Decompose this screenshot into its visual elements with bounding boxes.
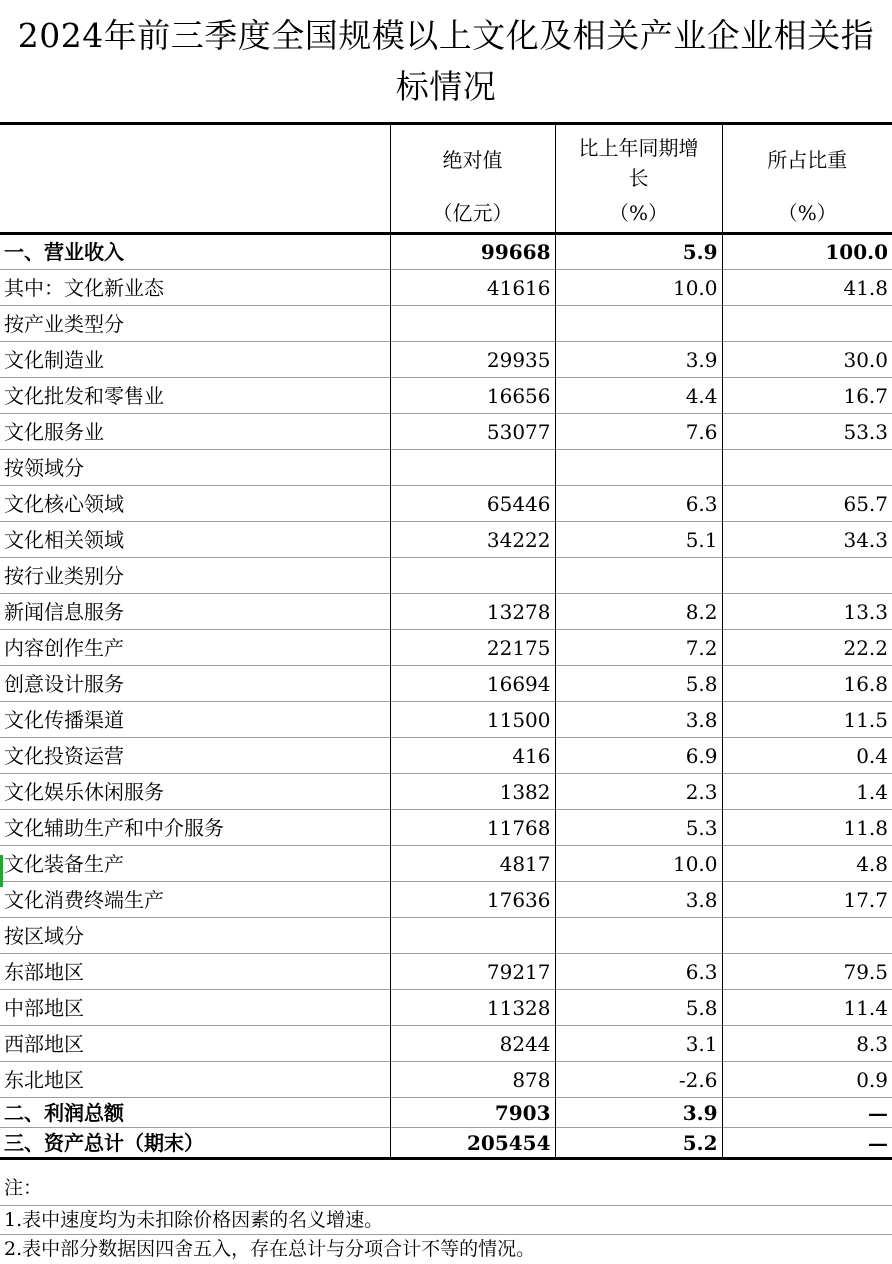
row-value: 205454	[390, 1128, 555, 1159]
row-growth: 5.2	[555, 1128, 722, 1159]
row-value: 34222	[390, 522, 555, 558]
row-label: 按区域分	[0, 918, 390, 954]
table-title: 2024年前三季度全国规模以上文化及相关产业企业相关指标情况	[17, 16, 875, 106]
header-growth-label: 比上年同期增长	[578, 136, 699, 190]
row-growth: 5.8	[555, 990, 722, 1026]
table-row	[0, 234, 892, 270]
row-share: 0.4	[722, 738, 892, 774]
table-row	[0, 918, 892, 954]
row-growth: 6.3	[555, 486, 722, 522]
row-value: 53077	[390, 414, 555, 450]
row-growth: 3.1	[555, 1026, 722, 1062]
row-share: 34.3	[722, 522, 892, 558]
row-share	[722, 918, 892, 954]
row-share: 0.9	[722, 1062, 892, 1098]
row-share	[722, 450, 892, 486]
table-title-block	[0, 0, 892, 122]
note-1: 1.表中速度均为未扣除价格因素的名义增速。	[0, 1205, 892, 1234]
row-share: 100.0	[722, 234, 892, 270]
row-label: 东北地区	[0, 1062, 390, 1098]
row-value: 16694	[390, 666, 555, 702]
row-growth	[555, 450, 722, 486]
row-label: 西部地区	[0, 1026, 390, 1062]
header-share-cell	[722, 124, 892, 234]
row-growth: -2.6	[555, 1062, 722, 1098]
table-row	[0, 1062, 892, 1098]
row-value: 79217	[390, 954, 555, 990]
row-share: 17.7	[722, 882, 892, 918]
header-share-label: 所占比重	[767, 148, 848, 172]
row-growth: 6.9	[555, 738, 722, 774]
row-share	[722, 306, 892, 342]
row-label: 文化装备生产	[0, 846, 390, 882]
row-value	[390, 306, 555, 342]
notes-label: 注：	[4, 1177, 43, 1199]
row-value	[390, 918, 555, 954]
table-row	[0, 810, 892, 846]
table-row	[0, 882, 892, 918]
row-growth: 3.9	[555, 1098, 722, 1128]
row-label: 二、利润总额	[0, 1098, 390, 1128]
table-row	[0, 486, 892, 522]
table-row	[0, 990, 892, 1026]
row-share: 79.5	[722, 954, 892, 990]
row-label: 创意设计服务	[0, 666, 390, 702]
header-growth-unit: （%）	[608, 201, 668, 225]
row-share: 16.7	[722, 378, 892, 414]
row-label: 按领域分	[0, 450, 390, 486]
table-row	[0, 702, 892, 738]
row-share: 30.0	[722, 342, 892, 378]
row-value: 11500	[390, 702, 555, 738]
header-growth-cell	[555, 124, 722, 234]
row-label: 东部地区	[0, 954, 390, 990]
table-row	[0, 594, 892, 630]
row-label: 文化批发和零售业	[0, 378, 390, 414]
row-growth: 6.3	[555, 954, 722, 990]
row-share: 1.4	[722, 774, 892, 810]
row-label: 文化辅助生产和中介服务	[0, 810, 390, 846]
row-label: 其中：文化新业态	[0, 270, 390, 306]
row-label: 文化娱乐休闲服务	[0, 774, 390, 810]
row-share: 11.5	[722, 702, 892, 738]
table-row	[0, 450, 892, 486]
row-growth: 2.3	[555, 774, 722, 810]
row-value: 11768	[390, 810, 555, 846]
row-share: 41.8	[722, 270, 892, 306]
row-share: 11.8	[722, 810, 892, 846]
row-label: 按行业类别分	[0, 558, 390, 594]
row-growth: 8.2	[555, 594, 722, 630]
table-row	[0, 558, 892, 594]
row-share: 4.8	[722, 846, 892, 882]
row-growth: 4.4	[555, 378, 722, 414]
row-value: 29935	[390, 342, 555, 378]
table-row	[0, 522, 892, 558]
row-share: 65.7	[722, 486, 892, 522]
row-growth: 10.0	[555, 846, 722, 882]
table-row	[0, 954, 892, 990]
row-value: 11328	[390, 990, 555, 1026]
row-growth: 3.9	[555, 342, 722, 378]
row-label: 文化投资运营	[0, 738, 390, 774]
row-value: 4817	[390, 846, 555, 882]
row-growth: 5.3	[555, 810, 722, 846]
row-value: 8244	[390, 1026, 555, 1062]
row-value: 878	[390, 1062, 555, 1098]
row-selection-marker	[0, 855, 3, 887]
table-row	[0, 270, 892, 306]
table-row	[0, 666, 892, 702]
table-row	[0, 846, 892, 882]
header-share-unit: （%）	[777, 201, 837, 225]
table-row	[0, 1128, 892, 1159]
row-label: 文化相关领域	[0, 522, 390, 558]
row-share: 22.2	[722, 630, 892, 666]
row-label: 内容创作生产	[0, 630, 390, 666]
header-blank-cell	[0, 124, 390, 234]
row-label: 一、营业收入	[0, 234, 390, 270]
row-growth: 5.8	[555, 666, 722, 702]
row-growth	[555, 558, 722, 594]
table-row	[0, 1026, 892, 1062]
row-label: 文化消费终端生产	[0, 882, 390, 918]
table-row	[0, 378, 892, 414]
table-row	[0, 738, 892, 774]
table-row	[0, 342, 892, 378]
header-value-label: 绝对值	[442, 148, 503, 172]
row-growth: 10.0	[555, 270, 722, 306]
row-share	[722, 558, 892, 594]
row-value	[390, 450, 555, 486]
row-growth: 3.8	[555, 882, 722, 918]
row-growth	[555, 918, 722, 954]
row-label: 文化服务业	[0, 414, 390, 450]
row-value	[390, 558, 555, 594]
table-row	[0, 306, 892, 342]
row-growth: 5.9	[555, 234, 722, 270]
header-row	[0, 124, 892, 234]
note-2: 2.表中部分数据因四舍五入，存在总计与分项合计不等的情况。	[0, 1234, 892, 1264]
row-label: 文化传播渠道	[0, 702, 390, 738]
table-row	[0, 774, 892, 810]
row-label: 文化核心领域	[0, 486, 390, 522]
row-value: 13278	[390, 594, 555, 630]
row-value: 17636	[390, 882, 555, 918]
row-label: 按产业类型分	[0, 306, 390, 342]
row-growth: 5.1	[555, 522, 722, 558]
row-value: 65446	[390, 486, 555, 522]
header-value-unit: （亿元）	[432, 201, 513, 225]
row-growth: 3.8	[555, 702, 722, 738]
row-value: 16656	[390, 378, 555, 414]
row-share: —	[722, 1098, 892, 1128]
indicator-table	[0, 122, 892, 1160]
row-share: —	[722, 1128, 892, 1159]
row-value: 99668	[390, 234, 555, 270]
row-growth: 7.2	[555, 630, 722, 666]
row-growth: 7.6	[555, 414, 722, 450]
table-row	[0, 1098, 892, 1128]
header-value-cell	[390, 124, 555, 234]
row-label: 文化制造业	[0, 342, 390, 378]
row-share: 53.3	[722, 414, 892, 450]
row-value: 22175	[390, 630, 555, 666]
table-row	[0, 630, 892, 666]
row-label: 三、资产总计（期末）	[0, 1128, 390, 1159]
row-share: 11.4	[722, 990, 892, 1026]
row-share: 8.3	[722, 1026, 892, 1062]
row-label: 新闻信息服务	[0, 594, 390, 630]
row-value: 1382	[390, 774, 555, 810]
row-value: 7903	[390, 1098, 555, 1128]
row-share: 16.8	[722, 666, 892, 702]
row-value: 41616	[390, 270, 555, 306]
row-value: 416	[390, 738, 555, 774]
row-growth	[555, 306, 722, 342]
row-share: 13.3	[722, 594, 892, 630]
row-label: 中部地区	[0, 990, 390, 1026]
table-row	[0, 414, 892, 450]
table-body	[0, 124, 892, 1159]
